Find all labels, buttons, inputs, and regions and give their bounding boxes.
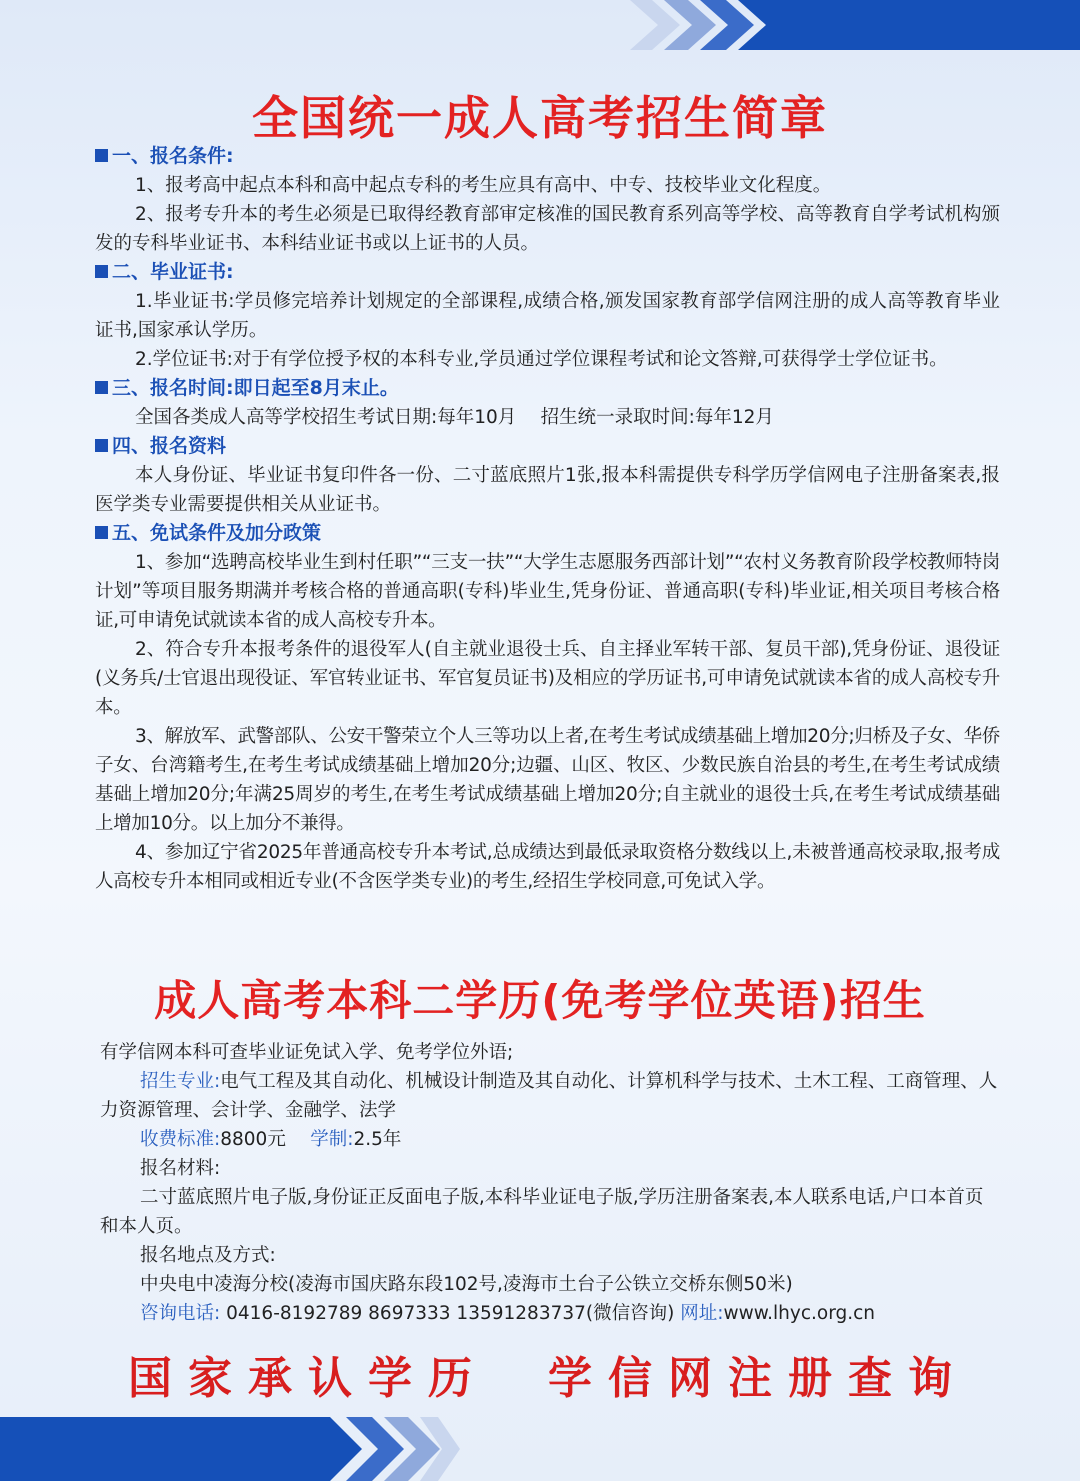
section-paragraph: 3、解放军、武警部队、公安干警荣立个人三等功以上者,在考生考试成绩基础上增加20分;归桥及子女、华侨子女、台湾籍考生,在考生考试成绩基础上增加20分;边疆、山区、牧区、少数民族自治县的考生,在考生考试成绩基础上增加20分;年满25周岁的考生,在考生考试成绩基础上增加20分;自主就业的退役士兵,在考生考试成绩基础上增加10分。以上加分不兼得。	[95, 726, 1000, 834]
contact-line: 咨询电话: 0416-8192789 8697333 13591283737(微信咨询) 网址:www.lhyc.org.cn	[140, 1303, 876, 1324]
majors-line: 招生专业:电气工程及其自动化、机械设计制造及其自动化、计算机科学与技术、土木工程、工商管理、人力资源管理、会计学、金融学、法学	[100, 1071, 998, 1121]
section-paragraph: 全国各类成人高等学校招生考试日期:每年10月 招生统一录取时间:每年12月	[135, 407, 774, 428]
slogan-left: 国家承认学历	[128, 1353, 488, 1404]
section-heading: 四、报名资料	[95, 432, 1000, 461]
fee-line: 收费标准:8800元 学制:2.5年	[140, 1129, 402, 1150]
section-paragraph: 本人身份证、毕业证书复印件各一份、二寸蓝底照片1张,报本科需提供专科学历学信网电子注册备案表,报医学类专业需要提供相关从业证书。	[95, 465, 1000, 515]
section-paragraph: 1、报考高中起点本科和高中起点专科的考生应具有高中、中专、技校毕业文化程度。	[135, 175, 832, 196]
top-chevron-decoration	[630, 0, 1080, 50]
materials-label: 报名材料:	[140, 1158, 221, 1179]
section-paragraph: 2、报考专升本的考生必须是已取得经教育部审定核准的国民教育系列高等学校、高等教育自学考试机构颁发的专科毕业证书、本科结业证书或以上证书的人员。	[95, 204, 1000, 254]
place-label: 报名地点及方式:	[140, 1245, 276, 1266]
section-heading: 五、免试条件及加分政策	[95, 519, 1000, 548]
second-content	[100, 1038, 1000, 1328]
section-paragraph: 2、符合专升本报考条件的退役军人(自主就业退役士兵、自主择业军转干部、复员干部),凭身份证、退役证(义务兵/士官退出现役证、军官转业证书、军官复员证书)及相应的学历证书,可申请免试就读本省的成人高校专升本。	[95, 639, 1001, 718]
bottom-chevron-decoration	[0, 1417, 460, 1481]
section-paragraph: 1、参加“选聘高校毕业生到村任职”“三支一扶”“大学生志愿服务西部计划”“农村义务教育阶段学校教师特岗计划”等项目服务期满并考核合格的普通高职(专科)毕业生,凭身份证、普通高职(专科)毕业证,相关项目考核合格证,可申请免试就读本省的成人高校专升本。	[95, 552, 1000, 631]
section-heading: 三、报名时间:即日起至8月末止。	[95, 374, 1000, 403]
square-bullet-icon	[95, 526, 108, 539]
place-text: 中央电中凌海分校(凌海市国庆路东段102号,凌海市土台子公铁立交桥东侧50米)	[140, 1274, 793, 1295]
materials-text: 二寸蓝底照片电子版,身份证正反面电子版,本科毕业证电子版,学历注册备案表,本人联系电话,户口本首页和本人页。	[100, 1187, 984, 1237]
website-link[interactable]: www.lhyc.org.cn	[723, 1303, 876, 1324]
section-heading: 一、报名条件:	[95, 142, 1000, 171]
slogan-right: 学信网注册查询	[548, 1353, 968, 1404]
square-bullet-icon	[95, 381, 108, 394]
intro-line: 有学信网本科可查毕业证免试入学、免考学位外语;	[100, 1042, 514, 1063]
section-paragraph: 4、参加辽宁省2025年普通高校专升本考试,总成绩达到最低录取资格分数线以上,未被普通高校录取,报考成人高校专升本相同或相近专业(不含医学类专业)的考生,经招生学校同意,可免试入学。	[95, 842, 1000, 892]
main-content	[95, 142, 1000, 896]
square-bullet-icon	[95, 149, 108, 162]
section-paragraph: 1.毕业证书:学员修完培养计划规定的全部课程,成绩合格,颁发国家教育部学信网注册的成人高等教育毕业证书,国家承认学历。	[95, 291, 1000, 341]
section-heading: 二、毕业证书:	[95, 258, 1000, 287]
section-paragraph: 2.学位证书:对于有学位授予权的本科专业,学员通过学位课程考试和论文答辩,可获得学士学位证书。	[135, 349, 948, 370]
page-title: 全国统一成人高考招生简章	[252, 91, 828, 145]
square-bullet-icon	[95, 439, 108, 452]
second-title: 成人高考本科二学历(免考学位英语)招生	[154, 976, 926, 1025]
square-bullet-icon	[95, 265, 108, 278]
slogan	[0, 1342, 1080, 1406]
